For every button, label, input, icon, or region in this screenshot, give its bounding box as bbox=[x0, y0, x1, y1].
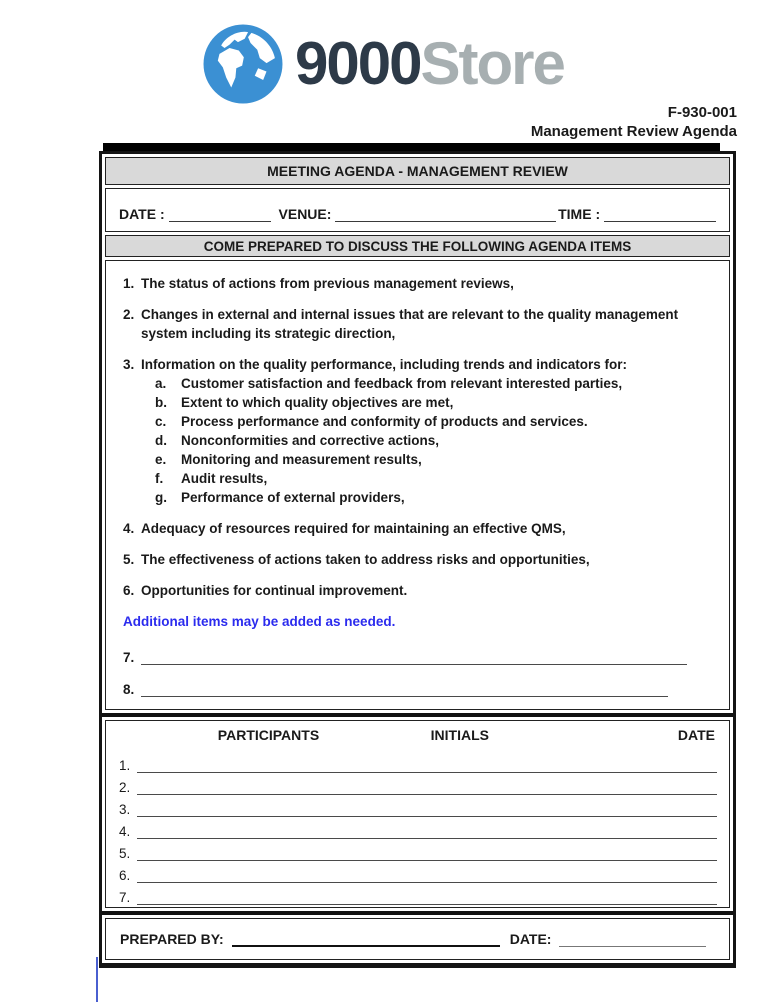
agenda-item-8-blank bbox=[123, 677, 713, 697]
venue-label: VENUE: bbox=[278, 206, 336, 222]
date-venue-time-row bbox=[105, 188, 730, 232]
venue-blank-line bbox=[335, 207, 556, 222]
blank-line bbox=[137, 778, 717, 795]
subitem-letter: b. bbox=[155, 395, 167, 410]
row-number: 6. bbox=[119, 868, 131, 883]
additional-items-note: Additional items may be added as needed. bbox=[123, 614, 396, 629]
agenda-item-4 bbox=[123, 519, 713, 538]
participant-row bbox=[119, 795, 717, 817]
blank-line bbox=[141, 649, 687, 665]
agenda-item-text: Changes in external and internal issues that are relevant to the quality management system including its strategic direction, bbox=[141, 307, 679, 341]
agenda-item-6 bbox=[123, 581, 713, 600]
blank-line bbox=[137, 844, 717, 861]
participant-row bbox=[119, 751, 717, 773]
agenda-item-3 bbox=[123, 355, 713, 374]
subitem-text: Extent to which quality objectives are met, bbox=[181, 395, 454, 410]
row-number: 7. bbox=[119, 890, 131, 905]
participants-column-header: PARTICIPANTS bbox=[217, 727, 320, 743]
row-number: 2. bbox=[119, 780, 131, 795]
prepared-by-label: PREPARED BY: bbox=[120, 931, 224, 947]
logo-text bbox=[295, 22, 564, 106]
subitem-letter: g. bbox=[155, 490, 167, 505]
top-black-bar bbox=[103, 143, 720, 151]
prepared-date-blank-line bbox=[559, 931, 706, 947]
agenda-subitem-c bbox=[155, 412, 713, 431]
participant-row bbox=[119, 839, 717, 861]
agenda-item-number: 5. bbox=[123, 552, 135, 567]
logo-text-9000: 9000 bbox=[295, 30, 421, 97]
form bbox=[99, 143, 736, 968]
globe-icon bbox=[201, 22, 285, 106]
subitem-text: Customer satisfaction and feedback from relevant interested parties, bbox=[181, 376, 623, 391]
participant-row bbox=[119, 861, 717, 883]
section-divider bbox=[102, 713, 733, 717]
subitem-letter: f. bbox=[155, 471, 164, 486]
agenda-item-number: 4. bbox=[123, 521, 135, 536]
agenda-item-number: 1. bbox=[123, 276, 135, 291]
section-header-bar: COME PREPARED TO DISCUSS THE FOLLOWING AGENDA ITEMS bbox=[105, 235, 730, 257]
form-title: Management Review Agenda bbox=[530, 123, 737, 140]
agenda-subitem-b bbox=[155, 393, 713, 412]
agenda-item-3-sublist bbox=[155, 374, 713, 507]
agenda-item-text: Information on the quality performance, including trends and indicators for: bbox=[141, 357, 628, 372]
logo bbox=[201, 22, 564, 106]
agenda-item-2 bbox=[123, 305, 713, 343]
initials-column-header: INITIALS bbox=[430, 727, 490, 743]
date-column-header: DATE bbox=[677, 727, 715, 743]
time-label: TIME : bbox=[558, 206, 604, 222]
agenda-item-text: Opportunities for continual improvement. bbox=[141, 583, 408, 598]
blank-line bbox=[137, 866, 717, 883]
blue-margin-mark bbox=[96, 957, 98, 1002]
date-label: DATE : bbox=[119, 206, 169, 222]
form-title-bar: MEETING AGENDA - MANAGEMENT REVIEW bbox=[105, 157, 730, 185]
participant-row bbox=[119, 817, 717, 839]
subitem-text: Audit results, bbox=[181, 471, 268, 486]
subitem-text: Process performance and conformity of products and services. bbox=[181, 414, 588, 429]
agenda-item-5 bbox=[123, 550, 713, 569]
blank-line bbox=[137, 888, 717, 905]
prepared-by-section bbox=[105, 918, 730, 960]
agenda-item-1 bbox=[123, 274, 713, 293]
blank-line bbox=[137, 822, 717, 839]
subitem-letter: d. bbox=[155, 433, 167, 448]
agenda-subitem-g bbox=[155, 488, 713, 507]
participant-row bbox=[119, 773, 717, 795]
participant-row bbox=[119, 883, 717, 905]
section-divider bbox=[102, 911, 733, 915]
document-id-block bbox=[531, 103, 737, 141]
subitem-letter: a. bbox=[155, 376, 167, 391]
participants-section bbox=[105, 720, 730, 908]
row-number: 1. bbox=[119, 758, 131, 773]
blank-line bbox=[141, 681, 668, 697]
agenda-subitem-f bbox=[155, 469, 713, 488]
agenda-body bbox=[105, 260, 730, 710]
row-number: 5. bbox=[119, 846, 131, 861]
agenda-item-text: The status of actions from previous management reviews, bbox=[141, 276, 514, 291]
row-number: 4. bbox=[119, 824, 131, 839]
prepared-date-label: DATE: bbox=[509, 931, 552, 947]
participants-header-row bbox=[119, 727, 717, 751]
agenda-subitem-a bbox=[155, 374, 713, 393]
agenda-subitem-e bbox=[155, 450, 713, 469]
subitem-letter: c. bbox=[155, 414, 167, 429]
date-blank-line bbox=[169, 207, 271, 222]
subitem-text: Performance of external providers, bbox=[181, 490, 405, 505]
subitem-text: Monitoring and measurement results, bbox=[181, 452, 422, 467]
agenda-item-7-blank bbox=[123, 645, 713, 665]
row-number: 3. bbox=[119, 802, 131, 817]
logo-text-store: Store bbox=[420, 30, 564, 97]
agenda-item-number: 7. bbox=[123, 650, 135, 665]
agenda-item-number: 8. bbox=[123, 682, 135, 697]
blank-line bbox=[137, 756, 717, 773]
time-blank-line bbox=[604, 207, 716, 222]
blank-line bbox=[137, 800, 717, 817]
agenda-item-number: 3. bbox=[123, 357, 135, 372]
agenda-item-number: 6. bbox=[123, 583, 135, 598]
agenda-subitem-d bbox=[155, 431, 713, 450]
prepared-by-blank-line bbox=[232, 931, 500, 947]
subitem-letter: e. bbox=[155, 452, 167, 467]
form-number: F-930-001 bbox=[667, 104, 737, 121]
form-outer-box bbox=[99, 151, 736, 968]
subitem-text: Nonconformities and corrective actions, bbox=[181, 433, 440, 448]
agenda-item-text: The effectiveness of actions taken to address risks and opportunities, bbox=[141, 552, 590, 567]
agenda-item-number: 2. bbox=[123, 307, 135, 322]
agenda-item-text: Adequacy of resources required for maintaining an effective QMS, bbox=[141, 521, 566, 536]
